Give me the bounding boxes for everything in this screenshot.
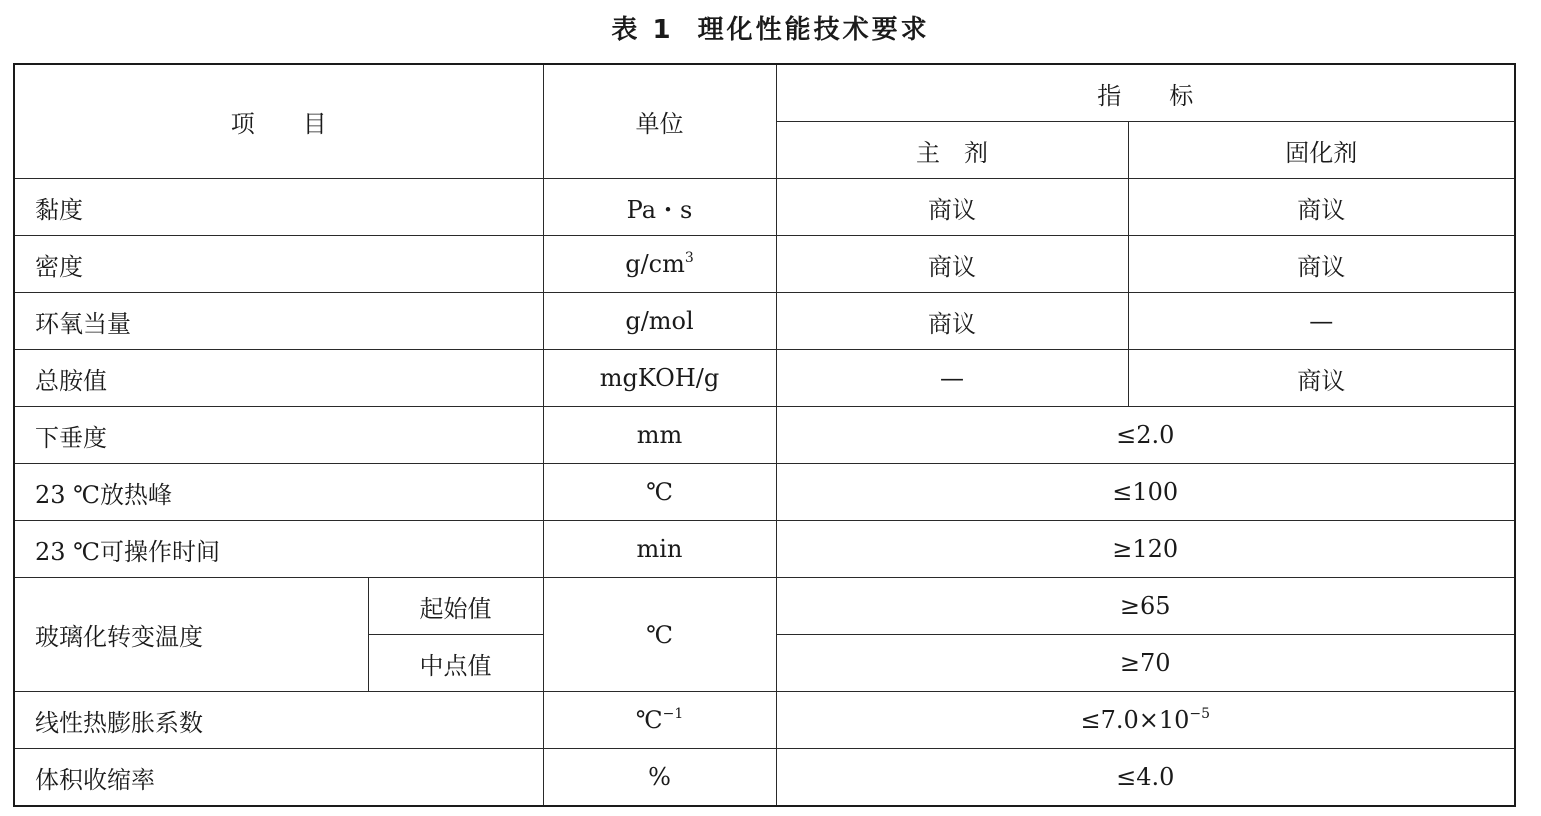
row-unit: mm	[543, 407, 776, 464]
row-main-value: —	[776, 350, 1128, 407]
row-item: 线性热膨胀系数	[14, 692, 543, 749]
table-row	[14, 692, 1515, 749]
table-row	[14, 179, 1515, 236]
table-row	[14, 749, 1515, 807]
row-value: ≤2.0	[776, 407, 1515, 464]
glass-transition-unit: ℃	[543, 578, 776, 692]
spec-table	[13, 63, 1516, 807]
midpoint-value: ≥70	[776, 635, 1515, 692]
table-row	[14, 236, 1515, 293]
row-curing-value: 商议	[1128, 350, 1515, 407]
table-row	[14, 293, 1515, 350]
row-curing-value: 商议	[1128, 236, 1515, 293]
glass-transition-item: 玻璃化转变温度	[14, 578, 368, 692]
row-main-value: 商议	[776, 293, 1128, 350]
row-unit: mgKOH/g	[543, 350, 776, 407]
row-value: ≤100	[776, 464, 1515, 521]
row-item: 下垂度	[14, 407, 543, 464]
row-value: ≤4.0	[776, 749, 1515, 807]
table-row	[14, 578, 1515, 635]
table-title	[0, 10, 1541, 50]
row-item: 23 ℃可操作时间	[14, 521, 543, 578]
row-item: 23 ℃放热峰	[14, 464, 543, 521]
row-item: 环氧当量	[14, 293, 543, 350]
row-unit: g/mol	[543, 293, 776, 350]
table-number: 表 1	[611, 15, 674, 45]
onset-label: 起始值	[368, 578, 543, 635]
row-unit: %	[543, 749, 776, 807]
row-curing-value: 商议	[1128, 179, 1515, 236]
table-row	[14, 407, 1515, 464]
header-row-1	[14, 64, 1515, 122]
row-item: 黏度	[14, 179, 543, 236]
table-row	[14, 350, 1515, 407]
row-value: $\le 7.0\times 10^{-5}$	[776, 692, 1515, 749]
row-unit: $g/cm^3$	[543, 236, 776, 293]
table-title-text: 理化性能技术要求	[697, 15, 930, 45]
midpoint-label: 中点值	[368, 635, 543, 692]
row-item: 体积收缩率	[14, 749, 543, 807]
row-unit: ℃	[543, 464, 776, 521]
header-main-agent: 主 剂	[776, 122, 1128, 179]
row-item: 总胺值	[14, 350, 543, 407]
header-item: 项 目	[14, 64, 543, 179]
onset-value: ≥65	[776, 578, 1515, 635]
table-row	[14, 464, 1515, 521]
table-row	[14, 521, 1515, 578]
row-value: ≥120	[776, 521, 1515, 578]
row-main-value: 商议	[776, 179, 1128, 236]
row-unit: Pa・s	[543, 179, 776, 236]
row-unit: min	[543, 521, 776, 578]
row-main-value: 商议	[776, 236, 1128, 293]
header-curing-agent: 固化剂	[1128, 122, 1515, 179]
header-unit: 单位	[543, 64, 776, 179]
row-item: 密度	[14, 236, 543, 293]
row-unit: ℃$^{-1}$	[543, 692, 776, 749]
header-indicator: 指 标	[776, 64, 1515, 122]
row-curing-value: —	[1128, 293, 1515, 350]
